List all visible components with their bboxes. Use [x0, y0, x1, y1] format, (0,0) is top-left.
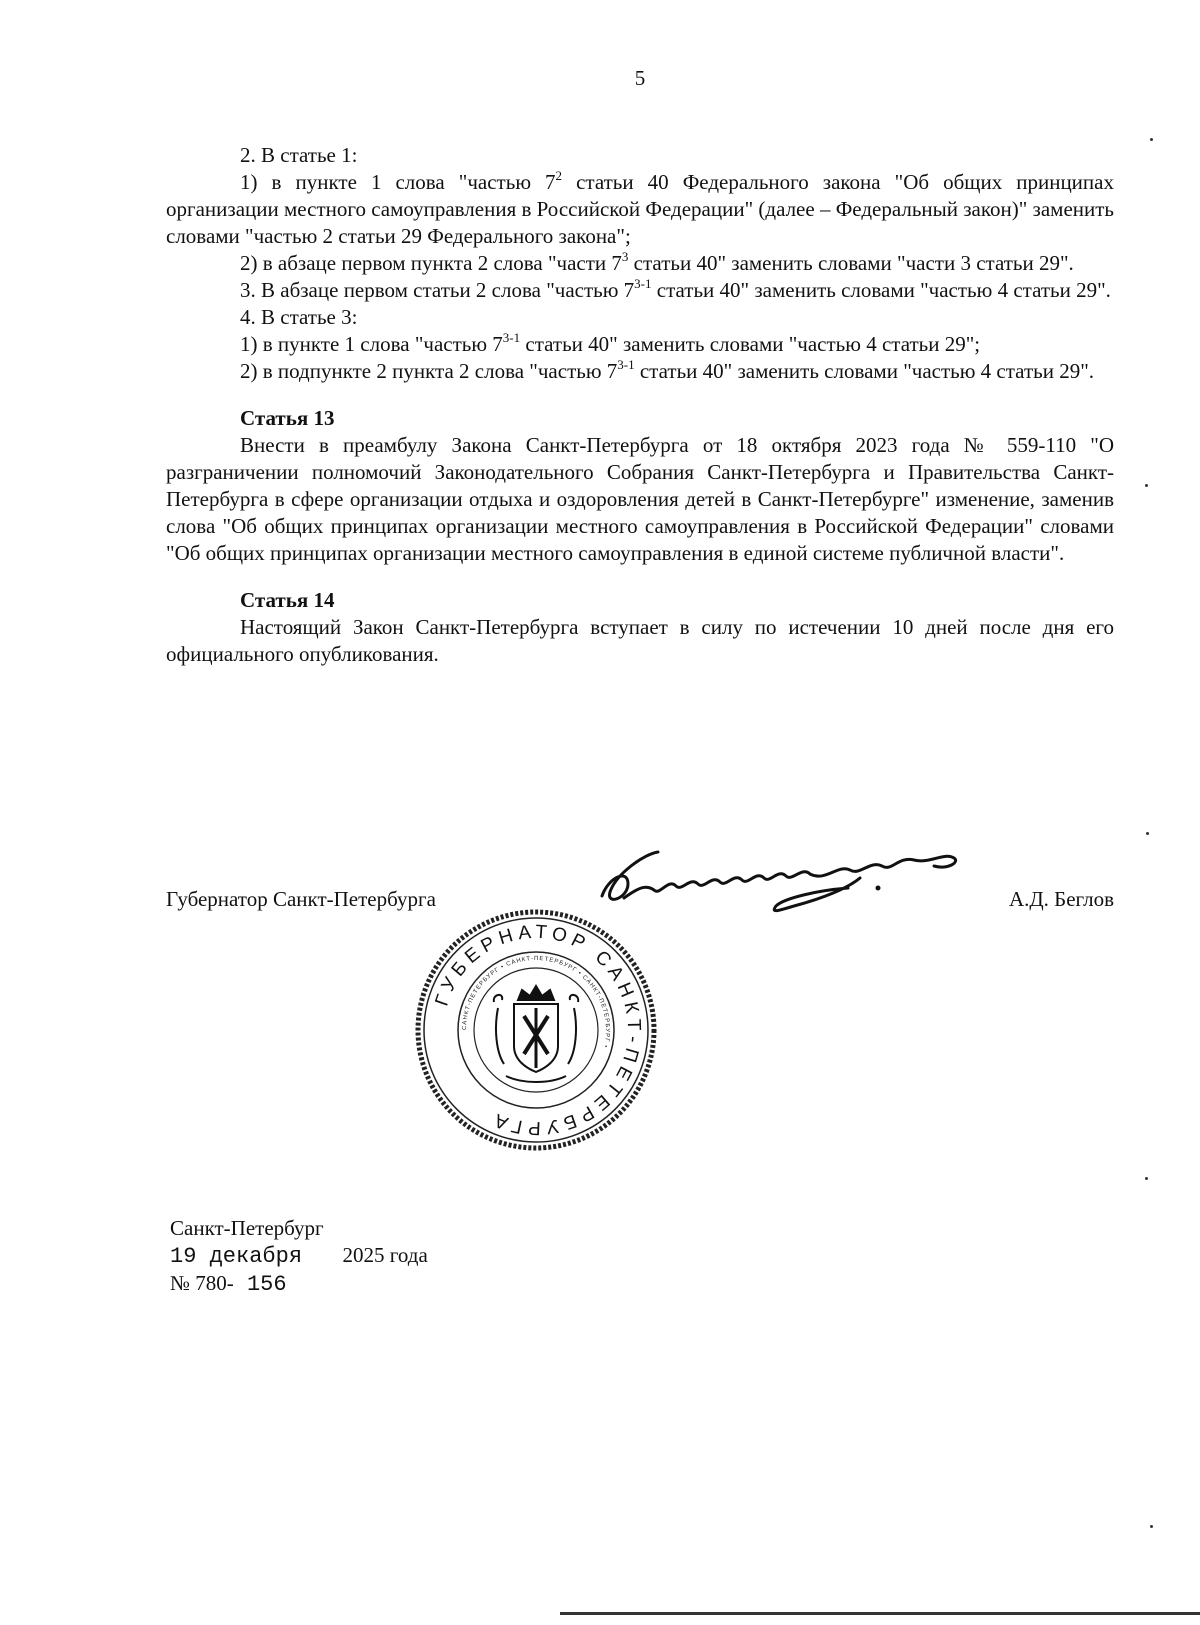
- law-number-prefix: № 780-: [170, 1271, 234, 1295]
- law-number: [170, 1270, 428, 1298]
- scan-speck: [1146, 832, 1149, 835]
- date-day-month: 19 декабря: [170, 1244, 303, 1269]
- governor-name: А.Д. Беглов: [1008, 887, 1114, 911]
- article-14-title: Статья 14: [240, 588, 335, 612]
- article-13-text: Внести в преамбулу Закона Санкт-Петербурга от 18 октября 2023 года № 559-110 "О разграничении полномочий Законодательного Собрания Санкт-Петербурга и Правительства Санкт-Петербурга в сфере организации отдыха и оздоровления детей в Санкт-Петербурге" изменение, заменив слова "Об общих принципах организации местного самоуправления в Российской Федерации" словами "Об общих принципах организации местного самоуправления в единой системе публичной власти".: [166, 433, 1114, 565]
- official-seal: [414, 908, 658, 1152]
- coat-of-arms-icon: [494, 986, 578, 1082]
- article-14-text: Настоящий Закон Санкт-Петербурга вступает в силу по истечении 10 дней после дня его официального опубликования.: [166, 615, 1114, 666]
- scan-speck: [1145, 1177, 1148, 1180]
- city-of-signing: Санкт-Петербург: [170, 1216, 324, 1240]
- date-year: 2025 года: [342, 1243, 428, 1267]
- signing-date: [170, 1242, 428, 1270]
- article-13-title: Статья 13: [240, 406, 335, 430]
- scan-speck: [1150, 138, 1153, 141]
- law-number-suffix: 156: [233, 1272, 287, 1297]
- paragraph-article-1-heading: 2. В статье 1:: [240, 143, 358, 167]
- paragraph-article-3-heading: 4. В статье 3:: [240, 305, 358, 329]
- paragraph-article-2-change: 3. В абзаце первом статьи 2 слова "частью 7$^{3-1}$ статьи 40" заменить словами "частью 4 статьи 29".: [240, 276, 1111, 302]
- seal-outer-text: ГУБЕРНАТОР САНКТ-ПЕТЕРБУРГА: [431, 921, 645, 1139]
- governor-position: Губернатор Санкт-Петербурга: [166, 887, 436, 911]
- document-footer: [170, 1215, 428, 1298]
- seal-ring-text: САНКТ-ПЕТЕРБУРГ • САНКТ-ПЕТЕРБУРГ • САНКТ-ПЕТЕРБУРГ •: [461, 955, 611, 1049]
- scan-speck: [1150, 1525, 1153, 1528]
- paragraph-article-3-item-1: 1) в пункте 1 слова "частью 7$^{3-1}$ статьи 40" заменить словами "частью 4 статьи 29";: [240, 330, 981, 356]
- scan-edge-line: [560, 1612, 1200, 1615]
- amendments-block: [166, 142, 1114, 668]
- page-number: 5: [634, 66, 646, 90]
- paragraph-article-3-item-2: 2) в подпункте 2 пункта 2 слова "частью 7$^{3-1}$ статьи 40" заменить словами "частью 4 статьи 29".: [240, 357, 1095, 383]
- paragraph-article-1-item-2: 2) в абзаце первом пункта 2 слова "части $7^3$ статьи 40" заменить словами "части 3 статьи 29".: [240, 249, 1074, 275]
- scan-speck: [1145, 484, 1148, 487]
- paragraph-article-1-item-1: 1) в пункте 1 слова "частью $7^2$ статьи 40 Федерального закона "Об общих принципах организации местного самоуправления в Российской Федерации" (далее – Федеральный закон)" заменить словами "частью 2 статьи 29 Федерального закона";: [166, 168, 1114, 248]
